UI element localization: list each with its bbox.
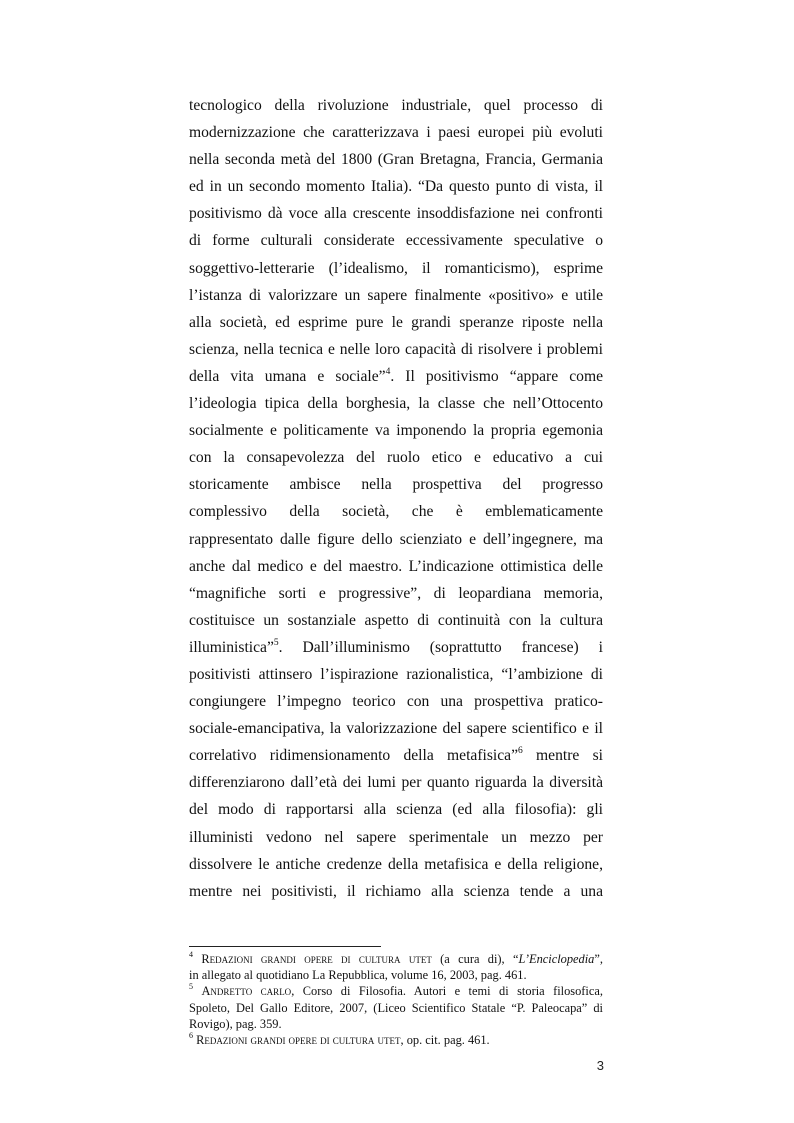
body-line: rappresentato dalle figure dello scienziato e dell’ingegnere, ma [189,530,603,548]
body-line: di forme culturali considerate eccessivamente speculative o [189,232,603,250]
footnote-title: L’Enciclopedia [518,952,595,966]
footnote-text: , Corso di Filosofia. Autori e temi di storia filosofica, [291,984,603,999]
body-line-with-footnote-ref [189,742,603,769]
body-line: “magnifiche sorti e progressive”, di leopardiana memoria, [189,584,603,602]
body-line: congiungere l’impegno teorico con una prospettiva pratico- [189,693,603,711]
footnote-text: (a cura di), “ [431,952,519,966]
footnote-4-line-2: in allegato al quotidiano La Repubblica, volume 16, 2003, pag. 461. [189,968,527,983]
footnote-ref-6[interactable]: 6 [518,746,523,757]
footnote-author: Andretto carlo [201,984,292,999]
body-text-fragment: . Il positivismo “appare come [390,367,603,385]
body-line: mentre nei positivisti, il richiamo alla scienza tende a una [189,882,603,900]
footnote-5 [189,983,603,999]
body-line: tecnologico della rivoluzione industriale, quel processo di [189,97,603,114]
page-number: 3 [596,1058,604,1073]
body-line: storicamente ambisce nella prospettiva del progresso [189,476,603,494]
body-line: soggettivo-letterarie (l’idealismo, il romanticismo), esprime [189,259,603,277]
footnote-5-line-2: Spoleto, Del Gallo Editore, 2007, (Liceo Scientifico Statale “P. Paleocapa” di [189,1000,603,1015]
body-line: socialmente e politicamente va imponendo la propria egemonia [189,422,603,440]
footnote-ref-5[interactable]: 5 [273,637,279,648]
body-line: positivismo dà voce alla crescente insoddisfazione nei confronti [189,205,603,223]
body-line-with-footnote-ref [189,363,603,390]
footnote-number: 6 [189,1030,193,1040]
footnote-number: 4 [189,949,193,959]
footnotes [189,951,603,1048]
footnote-4 [189,951,603,967]
body-line: positivisti attinsero l’ispirazione razionalistica, “l’ambizione di [189,665,603,683]
body-line: alla società, ed esprime pure le grandi speranze riposte nella [189,313,603,331]
body-line: costituisce un sostanziale aspetto di continuità con la cultura [189,611,603,629]
body-line: scienza, nella tecnica e nelle loro capacità di risolvere i problemi [189,340,603,358]
body-text-fragment: correlativo ridimensionamento della metafisica” [189,747,519,765]
footnote-number: 5 [189,982,193,992]
body-line: differenziarono dall’età dei lumi per quanto riguarda la diversità [189,774,603,792]
footnote-text: , op. cit. pag. 461. [400,1032,490,1047]
body-text [189,92,603,905]
body-text-fragment: mentre si [522,747,603,765]
body-text-fragment: illuministica” [189,638,274,656]
body-line: sociale-emancipativa, la valorizzazione del sapere scientifico e il [189,720,603,738]
footnote-5-line-3: Rovigo), pag. 359. [189,1016,282,1031]
body-line: l’ideologia tipica della borghesia, la classe che nell’Ottocento [189,395,603,413]
body-line: anche dal medico e del maestro. L’indicazione ottimistica delle [189,557,603,575]
body-line: modernizzazione che caratterizzava i paesi europei più evoluti [189,124,603,142]
body-line: con la consapevolezza del ruolo etico e educativo a cui [189,449,603,467]
footnote-author: Redazioni grandi opere di cultura utet [196,1032,401,1047]
body-line-with-footnote-ref [189,634,603,661]
body-line: illuministi vedono nel sapere sperimentale un mezzo per [189,828,603,846]
body-line: dissolvere le antiche credenze della metafisica e della religione, [189,855,603,873]
body-line: ed in un secondo momento Italia). “Da questo punto di vista, il [189,178,603,196]
body-line: nella seconda metà del 1800 (Gran Bretagna, Francia, Germania [189,151,603,169]
footnote-ref-4[interactable]: 4 [385,366,391,377]
body-line: del modo di rapportarsi alla scienza (ed alla filosofia): gli [189,801,603,819]
footnote-author: Redazioni grandi opere di cultura utet [201,952,432,966]
footnote-6 [189,1032,603,1048]
body-text-fragment: . Dall’illuminismo (soprattutto francese) i [278,638,603,656]
body-line: l’istanza di valorizzare un sapere finalmente «positivo» e utile [189,286,603,304]
body-text-fragment: della vita umana e sociale” [189,367,386,385]
footnote-separator [189,946,381,947]
body-line: complessivo della società, che è emblematicamente [189,503,603,521]
footnote-text: ”, [594,952,603,966]
